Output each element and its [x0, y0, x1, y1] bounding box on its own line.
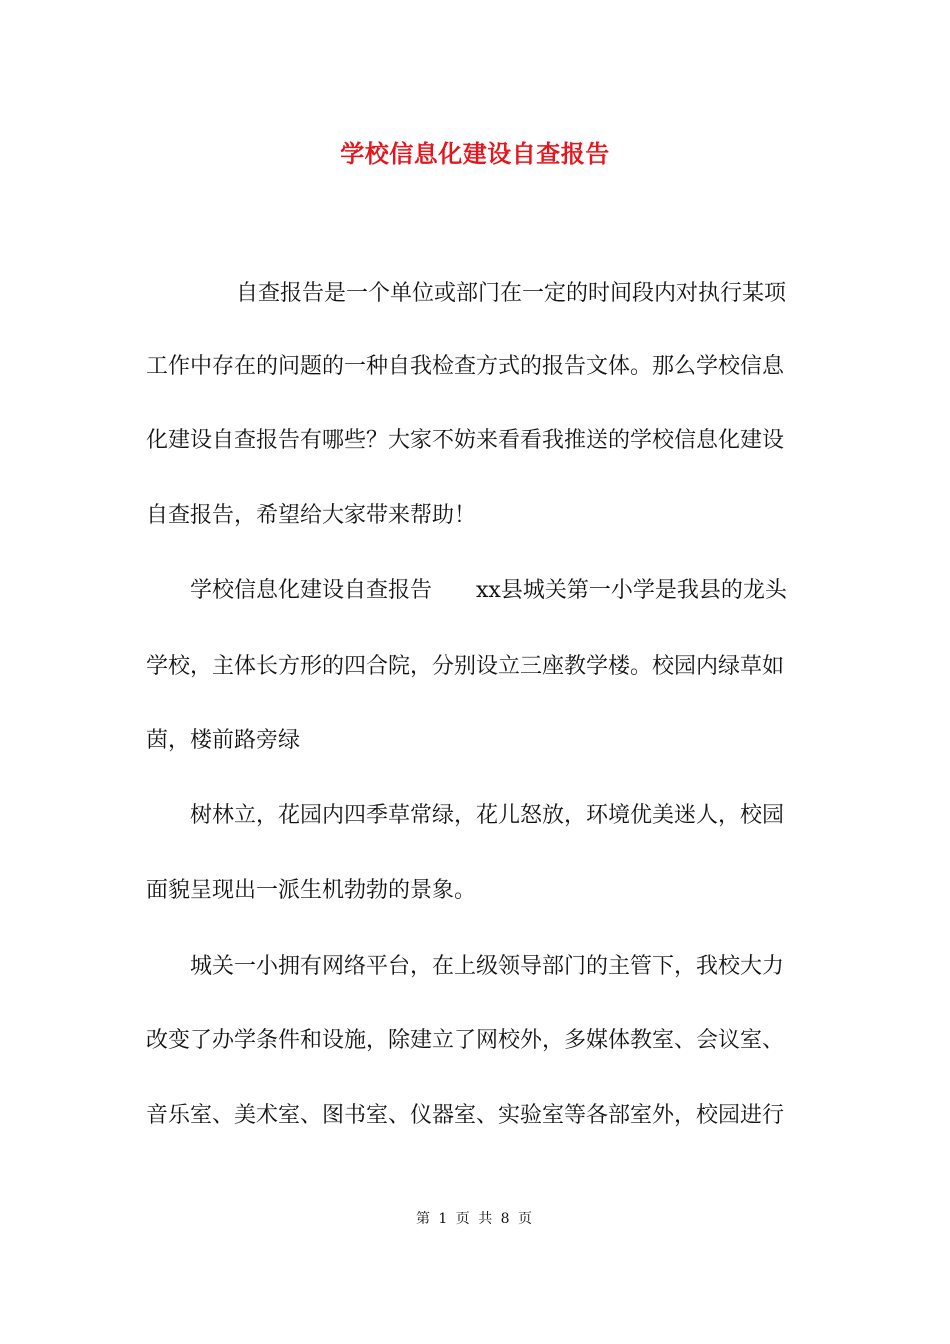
paragraph-line: 改变了办学条件和设施，除建立了网校外，多媒体教室、会议室、 [146, 1028, 785, 1053]
paragraph-line: 面貌呈现出一派生机勃勃的景象。 [146, 878, 477, 903]
page-title: 学校信息化建设自查报告 [340, 139, 610, 168]
paragraph-line: 学校信息化建设自查报告 xx县城关第一小学是我县的龙头 [190, 578, 787, 603]
paragraph-line: 城关一小拥有网络平台，在上级领导部门的主管下，我校大力 [190, 954, 785, 979]
paragraph-line: 音乐室、美术室、图书室、仪器室、实验室等各部室外，校园进行 [146, 1103, 785, 1128]
paragraph-line: 工作中存在的问题的一种自我检查方式的报告文体。那么学校信息 [146, 354, 785, 379]
paragraph-line: 化建设自查报告有哪些？大家不妨来看看我推送的学校信息化建设 [146, 428, 785, 453]
paragraph-line: 自查报告，希望给大家带来帮助！ [146, 503, 477, 528]
paragraph-line: 茵，楼前路旁绿 [146, 728, 301, 753]
paragraph-line: 学校，主体长方形的四合院，分别设立三座教学楼。校园内绿草如 [146, 654, 785, 679]
page-number-footer: 第 1 页 共 8 页 [415, 1211, 535, 1227]
paragraph-line: 树林立，花园内四季草常绿，花儿怒放，环境优美迷人，校园 [190, 803, 785, 828]
paragraph-line: 自查报告是一个单位或部门在一定的时间段内对执行某项 [236, 281, 787, 306]
